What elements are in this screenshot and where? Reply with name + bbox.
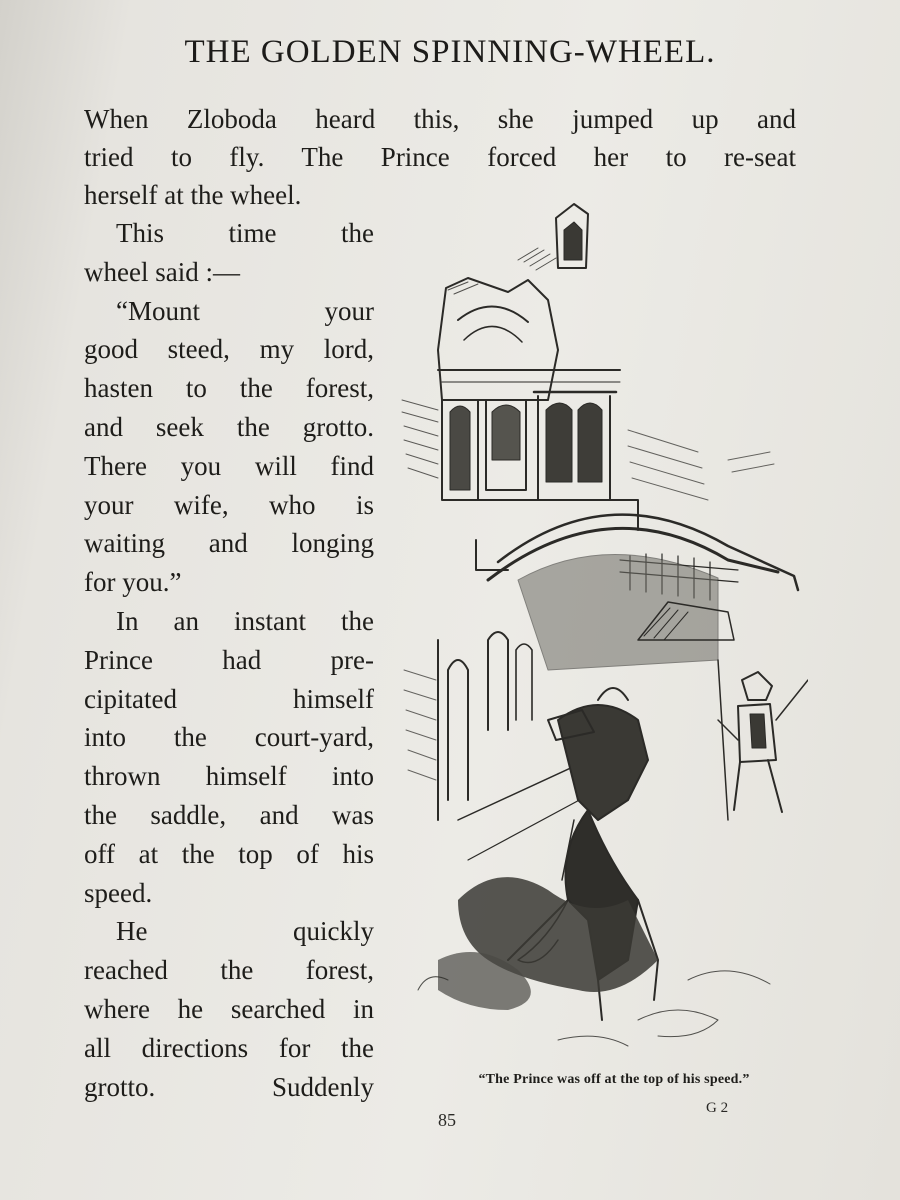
castle-gate-horseman-illustration: [398, 200, 808, 1080]
column-line: all directions for the: [84, 1032, 374, 1063]
page-number: 85: [438, 1110, 456, 1130]
column-line: waiting and longing: [84, 528, 374, 559]
column-line: There you will find: [84, 450, 374, 481]
column-line: off at the top of his: [84, 838, 374, 869]
column-line: cipitated himself: [84, 683, 374, 714]
column-line: He quickly: [116, 916, 374, 947]
body-line: When Zloboda heard this, she jumped up and: [84, 104, 796, 134]
column-line: your wife, who is: [84, 489, 374, 520]
illustration-caption: “The Prince was off at the top of his speed.”: [478, 1072, 750, 1087]
column-line: for you.”: [84, 567, 182, 598]
column-line: reached the forest,: [84, 955, 374, 986]
column-line: Prince had pre-: [84, 644, 374, 675]
signature-mark: G 2: [706, 1100, 729, 1116]
body-line: tried to fly. The Prince forced her to re-seat: [84, 142, 796, 172]
page-title: THE GOLDEN SPINNING-WHEEL.: [184, 34, 716, 70]
text-column: [84, 214, 374, 1106]
column-line: where he searched in: [84, 993, 374, 1024]
column-line: into the court-yard,: [84, 722, 374, 753]
column-line: and seek the grotto.: [84, 411, 374, 442]
column-line: speed.: [84, 877, 153, 908]
column-line: thrown himself into: [84, 761, 374, 792]
body-line: herself at the wheel.: [84, 180, 302, 210]
column-line: hasten to the forest,: [84, 373, 374, 404]
column-line: grotto. Suddenly: [84, 1071, 374, 1102]
column-line: “Mount your: [116, 295, 374, 326]
column-line: This time the: [116, 218, 374, 248]
column-line: good steed, my lord,: [84, 334, 374, 365]
column-line: In an instant the: [116, 605, 374, 636]
column-line: wheel said :—: [84, 256, 240, 287]
column-line: the saddle, and was: [84, 799, 374, 830]
